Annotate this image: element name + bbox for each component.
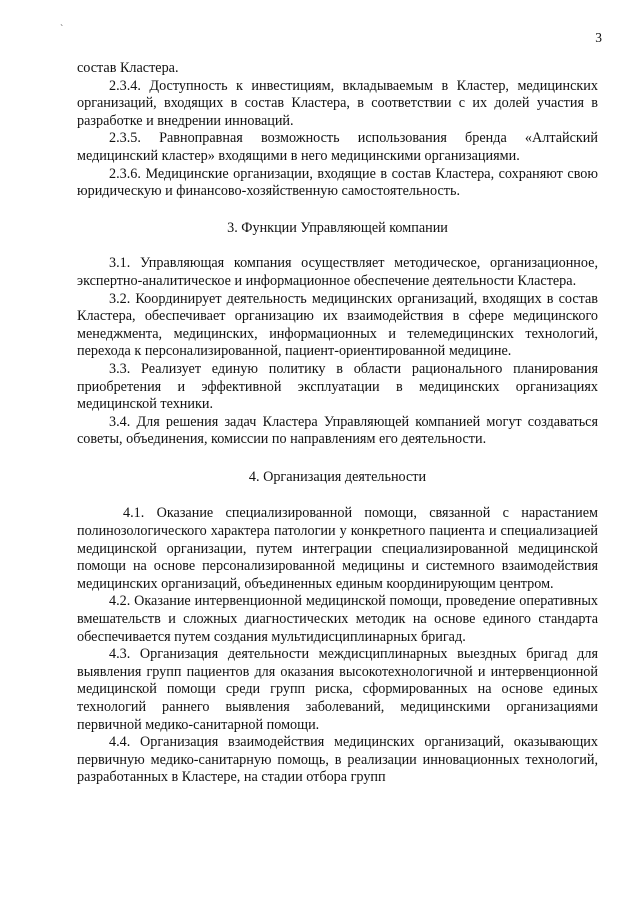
paragraph-continuation: состав Кластера. [77, 60, 179, 76]
page-number: 3 [595, 30, 602, 45]
paragraph-3-2: 3.2. Координирует деятельность медицинских организаций, входящих в состав Кластера, обеспечивает организацию их взаимодействия в сфере медицинского менеджмента, медицинских, информационных и телемедицинских технологий, перехода к персонализированной, пациент-ориентированной медицине. [77, 290, 598, 360]
section-3-heading: 3. Функции Управляющей компании [227, 219, 448, 236]
document-body [77, 60, 598, 787]
paragraph-3-4: 3.4. Для решения задач Кластера Управляющей компанией могут создаваться советы, объединения, комиссии по направлениям его деятельности. [77, 413, 598, 448]
paragraph-2-3-4: 2.3.4. Доступность к инвестициям, вкладываемым в Кластер, медицинских организаций, входящих в состав Кластера, в соответствии с их долей участия в разработке и внедрении инноваций. [77, 77, 598, 129]
paragraph-4-4: 4.4. Организация взаимодействия медицинских организаций, оказывающих первичную медико-санитарную помощь, в реализации инновационных технологий, разработанных в Кластере, на стадии отбора групп [77, 734, 598, 786]
paragraph-2-3-6: 2.3.6. Медицинские организации, входящие в состав Кластера, сохраняют свою юридическую и финансово-хозяйственную самостоятельность. [77, 165, 598, 200]
paragraph-4-3: 4.3. Организация деятельности междисциплинарных выездных бригад для выявления групп пациентов для оказания высокотехнологичной и интервенционной медицинской помощи среди групп риска, сформированных на основе единых технологий раннего выявления заболеваний, медицинскими организациями первичной медико-санитарной помощи. [77, 646, 598, 733]
paragraph-3-3: 3.3. Реализует единую политику в области рационального планирования приобретения и эффективной эксплуатации в медицинских организациях медицинской техники. [77, 360, 598, 413]
corner-mark: ` [60, 24, 64, 35]
paragraph-2-3-5: 2.3.5. Равноправная возможность использования бренда «Алтайский медицинский кластер» входящими в него медицинскими организациями. [77, 130, 598, 164]
paragraph-4-1: 4.1. Оказание специализированной помощи, связанной с нарастанием полинозологического характера патологии у конкретного пациента и специализацией медицинской организации, путем интеграции специализированной медицинской помощи на основе персонализированной медицины и системного взаимодействия медицинских организаций, объединенных единым координирующим центром. [77, 505, 598, 592]
paragraph-3-1: 3.1. Управляющая компания осуществляет методическое, организационное, экспертно-аналитическое и информационное обеспечение деятельности Кластера. [77, 255, 598, 289]
section-4-heading: 4. Организация деятельности [248, 468, 427, 485]
paragraph-4-2: 4.2. Оказание интервенционной медицинской помощи, проведение оперативных вмешательств и сложных диагностических методик на основе единого стандарта обеспечивается путем создания мультидисциплинарных бригад. [77, 593, 598, 645]
